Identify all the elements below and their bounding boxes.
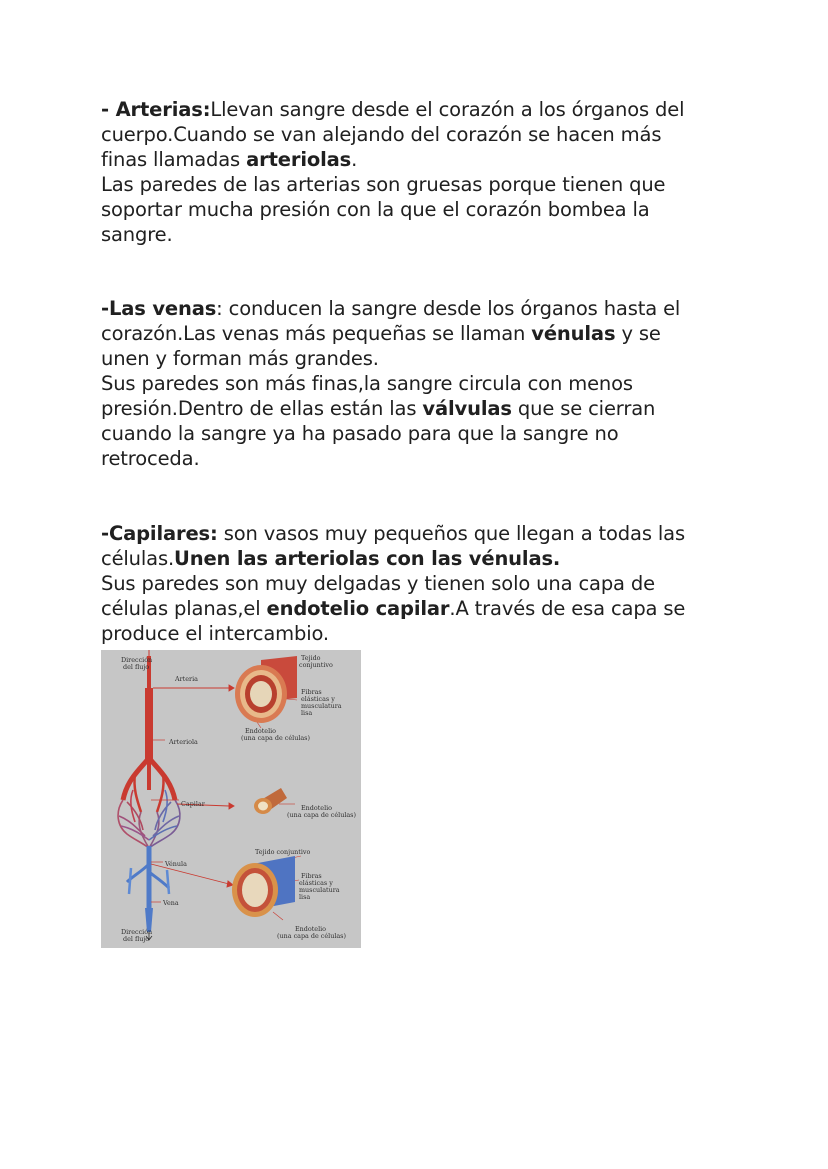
unen-arteriolas-venulas: Unen las arteriolas con las vénulas. — [174, 547, 561, 570]
capillary-network — [118, 790, 180, 848]
label-tejido-1b: conjuntivo — [299, 661, 333, 669]
label-direccion-top-2: del flujo — [123, 663, 150, 671]
section-capilares — [101, 521, 711, 646]
label-fibras-2a: Fibras — [301, 872, 322, 880]
label-endotelio-3a: Endotelio — [295, 925, 327, 933]
capilares-term: -Capilares: — [101, 522, 218, 545]
venulas-term: vénulas — [531, 322, 616, 345]
label-endotelio-3b: (una capa de células) — [277, 932, 346, 940]
label-fibras-1d: lisa — [301, 709, 313, 717]
label-direccion-top-1: Dirección — [121, 656, 153, 664]
label-direccion-bottom-2: del flujo — [123, 935, 150, 943]
label-direccion-bottom-1: Dirección — [121, 928, 153, 936]
venas-paragraph-1: -Las venas: conducen la sangre desde los órganos hasta el corazón.Las venas más pequeñas se llaman vénulas y se unen y forman más grandes. — [101, 297, 681, 370]
vein-cross-section — [232, 856, 295, 917]
label-fibras-2c: musculatura — [299, 886, 340, 894]
label-endotelio-2a: Endotelio — [301, 804, 333, 812]
label-tejido-1a: Tejido — [301, 654, 321, 662]
label-vena: Vena — [163, 899, 179, 907]
label-arteriola: Arteriola — [169, 738, 198, 746]
capilares-paragraph-2: Sus paredes son muy delgadas y tienen solo una capa de células planas,el endotelio capilar.A través de esa capa se produce el intercambio. — [101, 572, 686, 645]
label-fibras-1b: elásticas y — [301, 695, 335, 703]
label-fibras-1c: musculatura — [301, 702, 342, 710]
arteriolas-term: arteriolas — [246, 148, 352, 171]
section-arterias — [101, 97, 711, 247]
label-venula: Vénula — [165, 860, 187, 868]
artery-vessel — [145, 688, 153, 760]
venas-paragraph-2: Sus paredes son más finas,la sangre circula con menos presión.Dentro de ellas están las válvulas que se cierran cuando la sangre ya ha pasado para que la sangre no retroceda. — [101, 372, 656, 470]
label-tejido-2: Tejido conjuntivo — [255, 848, 311, 856]
label-endotelio-2b: (una capa de células) — [287, 811, 356, 819]
blood-vessels-illustration — [101, 650, 361, 948]
section-venas — [101, 296, 711, 471]
venas-term: -Las venas — [101, 297, 217, 320]
label-capilar: Capilar — [181, 800, 205, 808]
capillary-cross-section — [254, 788, 287, 814]
label-endotelio-1b: (una capa de células) — [241, 734, 310, 742]
label-fibras-2d: lisa — [299, 893, 311, 901]
label-arteria: Arteria — [175, 675, 198, 683]
arterias-paragraph-2: Las paredes de las arterias son gruesas porque tienen que soportar mucha presión con la que el corazón bombea la sangre. — [101, 173, 666, 246]
artery-cross-section — [235, 656, 297, 723]
capilares-paragraph-1: -Capilares: son vasos muy pequeños que llegan a todas las células.Unen las arteriolas con las vénulas. — [101, 522, 685, 570]
arterias-term: - Arterias: — [101, 98, 211, 121]
label-fibras-2b: elásticas y — [299, 879, 333, 887]
blood-vessels-diagram — [101, 650, 361, 948]
label-endotelio-1a: Endotelio — [245, 727, 277, 735]
arterias-paragraph-1: - Arterias:Llevan sangre desde el corazón a los órganos del cuerpo.Cuando se van alejando del corazón se hacen más finas llamadas arteriolas. — [101, 98, 685, 171]
valvulas-term: válvulas — [422, 397, 512, 420]
label-fibras-1a: Fibras — [301, 688, 322, 696]
endotelio-capilar-term: endotelio capilar — [266, 597, 450, 620]
